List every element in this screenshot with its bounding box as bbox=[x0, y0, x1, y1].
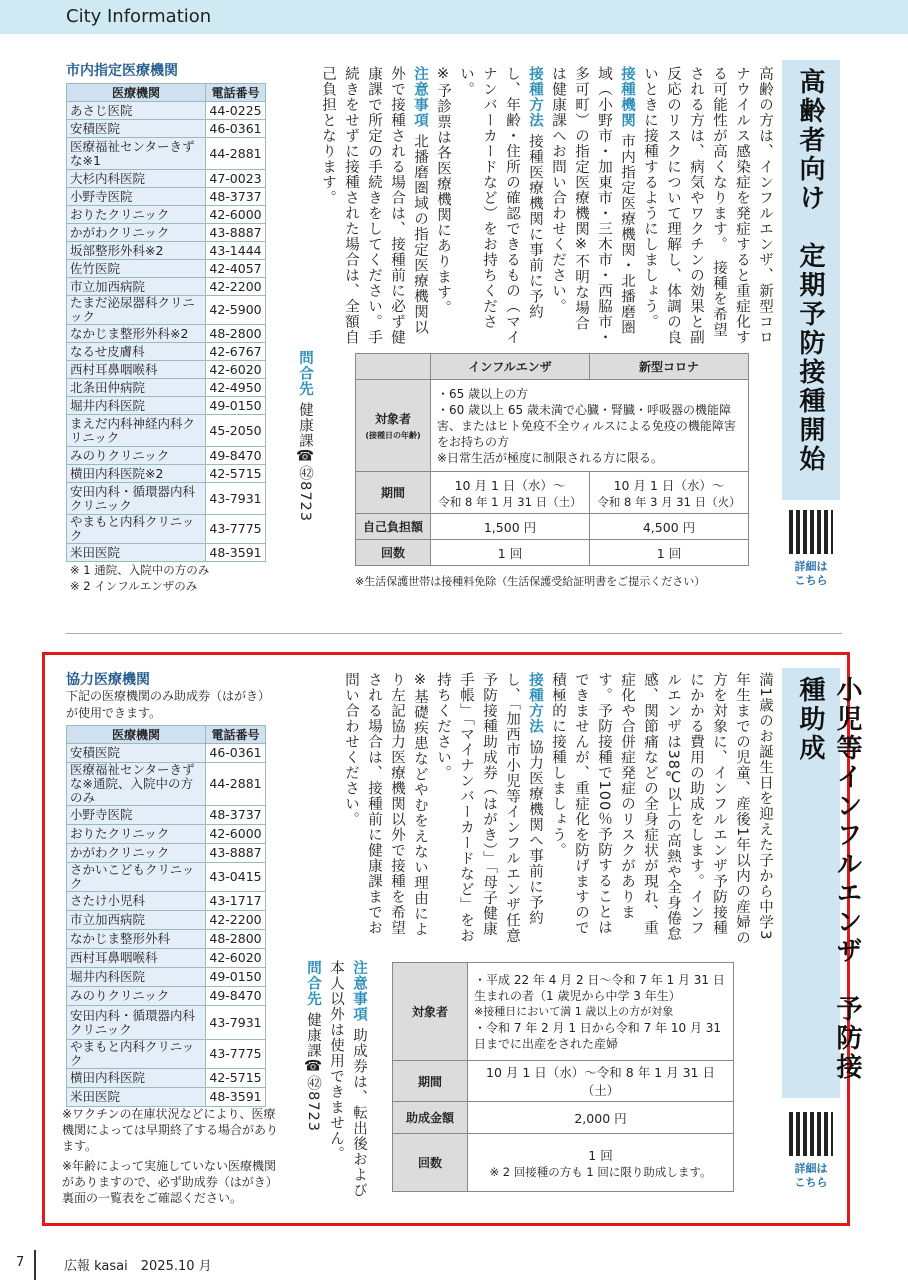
row-target-label bbox=[356, 380, 431, 472]
section1-title: 高齢者向け 定期予防接種開始 bbox=[795, 68, 825, 474]
clinic-name: 横田内科医院 bbox=[67, 1069, 206, 1088]
table-row bbox=[67, 325, 266, 343]
col2-header-clinic: 医療機関 bbox=[67, 726, 206, 744]
period-cov-1: 10 月 1 日（水）～ bbox=[613, 477, 725, 493]
footer-publication: 広報 kasai 2025.10 月 bbox=[64, 1259, 212, 1274]
col-header-clinic: 医療機関 bbox=[67, 84, 206, 102]
clinic-phone: 43-0415 bbox=[206, 863, 266, 892]
clinic-name: なかじま整形外科※2 bbox=[67, 325, 206, 343]
clinic-name: 堀井内科医院 bbox=[67, 397, 206, 415]
section-divider bbox=[66, 633, 842, 634]
label-kikan: 接種機関 bbox=[619, 66, 635, 128]
table-row bbox=[67, 1040, 266, 1069]
clinic-name: おりたクリニック bbox=[67, 825, 206, 844]
section2-title: 小児等インフルエンザ 予防接種助成 bbox=[795, 676, 862, 1082]
table-row bbox=[67, 415, 266, 447]
table-row bbox=[67, 892, 266, 911]
text2-chui: 助成券は、転出後および本人以外は使用できません。 bbox=[328, 960, 367, 1199]
clinic-phone: 42-4057 bbox=[206, 260, 266, 278]
clinic-note-2: ※ 2 インフルエンザのみ bbox=[70, 579, 198, 593]
text-toiawase: 健康課☎㊷8723 bbox=[297, 402, 313, 523]
col-covid: 新型コロナ bbox=[589, 354, 748, 380]
fee-covid: 4,500 円 bbox=[589, 514, 748, 540]
table-row bbox=[67, 863, 266, 892]
clinic-name: 佐竹医院 bbox=[67, 260, 206, 278]
clinic-phone: 49-8470 bbox=[206, 987, 266, 1006]
clinic-name: たまだ泌尿器科クリニック bbox=[67, 296, 206, 325]
col-header-phone: 電話番号 bbox=[206, 84, 266, 102]
target-text-3: ※日常生活が極度に制限される方に限る。 bbox=[437, 450, 664, 465]
clinic-name: なかじま整形外科 bbox=[67, 930, 206, 949]
corner-cell bbox=[356, 354, 431, 380]
table-row bbox=[67, 343, 266, 361]
clinic-phone: 42-6000 bbox=[206, 825, 266, 844]
period-flu-2: 令和 8 年 1 月 31 日（土） bbox=[438, 494, 582, 509]
clinic-phone: 43-8887 bbox=[206, 224, 266, 242]
target-text-1: ・65 歳以上の方 bbox=[437, 386, 529, 401]
clinic-name: まえだ内科神経内科クリニック bbox=[67, 415, 206, 447]
clinic-phone: 42-6767 bbox=[206, 343, 266, 361]
table-row bbox=[67, 260, 266, 278]
count-flu: 1 回 bbox=[431, 540, 590, 566]
row2-period-label: 期間 bbox=[393, 1061, 468, 1102]
table-row bbox=[67, 188, 266, 206]
qr-code-icon[interactable] bbox=[789, 510, 833, 554]
clinic-phone: 42-5900 bbox=[206, 296, 266, 325]
clinic-phone: 49-0150 bbox=[206, 397, 266, 415]
clinic-name: 北条田仲病院 bbox=[67, 379, 206, 397]
table-row bbox=[67, 379, 266, 397]
period-flu bbox=[431, 472, 590, 514]
clinic-name: 安田内科・循環器内科クリニック bbox=[67, 1006, 206, 1040]
clinic-phone: 43-7775 bbox=[206, 1040, 266, 1069]
clinic-phone: 43-8887 bbox=[206, 844, 266, 863]
table-row bbox=[67, 744, 266, 763]
table-row bbox=[67, 825, 266, 844]
table-row bbox=[67, 102, 266, 120]
fee-flu: 1,500 円 bbox=[431, 514, 590, 540]
text-yoshin: ※予診票は各医療機関にあります。 bbox=[435, 66, 451, 316]
clinic-name: 西村耳鼻咽喉科 bbox=[67, 361, 206, 379]
clinic-phone: 48-2800 bbox=[206, 325, 266, 343]
table-row bbox=[67, 968, 266, 987]
row2-count-label: 回数 bbox=[393, 1134, 468, 1192]
clinic-phone: 46-0361 bbox=[206, 120, 266, 138]
clinic-name: 小野寺医院 bbox=[67, 188, 206, 206]
amount2: 2,000 円 bbox=[468, 1102, 734, 1134]
header-title: City Information bbox=[66, 6, 212, 27]
row2-amount-label: 助成金額 bbox=[393, 1102, 468, 1134]
clinic-name: 市立加西病院 bbox=[67, 911, 206, 930]
clinic-name: 医療福祉センターきずな※1 bbox=[67, 138, 206, 170]
clinic-phone: 48-3591 bbox=[206, 1088, 266, 1107]
period-covid bbox=[589, 472, 748, 514]
table-row bbox=[67, 1088, 266, 1107]
row-period-label: 期間 bbox=[356, 472, 431, 514]
clinic-phone: 42-5715 bbox=[206, 465, 266, 483]
clinic-phone: 42-6000 bbox=[206, 206, 266, 224]
clinic-name: かがわクリニック bbox=[67, 844, 206, 863]
clinic-phone: 45-2050 bbox=[206, 415, 266, 447]
period-cov-2: 令和 8 年 3 月 31 日（火） bbox=[597, 494, 741, 509]
clinics2-note-2: ※年齢によって実施していない医療機関がありますので、必ず助成券（はがき）裏面の一覧表をご確認ください。 bbox=[62, 1159, 278, 1205]
row-count-label: 回数 bbox=[356, 540, 431, 566]
text-houhou: 接種医療機関に事前に予約し、年齢・住所の確認できるもの（マイナンバーカードなど）をお持ちください。 bbox=[458, 66, 543, 345]
table-row bbox=[67, 170, 266, 188]
table-row bbox=[67, 515, 266, 544]
header-bar bbox=[0, 0, 908, 34]
section1-info-table bbox=[355, 353, 749, 566]
clinic-phone: 44-0225 bbox=[206, 102, 266, 120]
row-fee-label: 自己負担額 bbox=[356, 514, 431, 540]
qr-label: 詳細は こちら bbox=[794, 560, 828, 587]
table-row bbox=[67, 120, 266, 138]
clinics2-table bbox=[66, 725, 266, 1107]
clinic-phone: 47-0023 bbox=[206, 170, 266, 188]
table-row bbox=[67, 1069, 266, 1088]
col2-header-phone: 電話番号 bbox=[206, 726, 266, 744]
table-row bbox=[67, 930, 266, 949]
table-row bbox=[67, 949, 266, 968]
table-note: ※生活保護世帯は接種料免除（生活保護受給証明書をご提示ください） bbox=[355, 575, 706, 588]
body2-text: 満1歳のお誕生日を迎えた子から中学3年生までの児童、産後1年以内の産婦の方を対象に、インフルエンザ予防接種にかかる費用の助成をします。インフルエンザは38℃以上の高熱や全身倦怠感、関節痛などの全身症状が現れ、重症化や合併症発症のリスクがあります。予防接種で100％予防することはできませんが、重症化を防げますので積極的に接種しましょう。 bbox=[550, 672, 773, 946]
clinic-phone: 49-0150 bbox=[206, 968, 266, 987]
section1-body bbox=[286, 66, 776, 346]
clinic-name: 坂部整形外科※2 bbox=[67, 242, 206, 260]
clinics2-note-1: ※ワクチンの在庫状況などにより、医療機関によっては早期終了する場合があります。 bbox=[62, 1107, 279, 1153]
clinic-name: 安田内科・循環器内科クリニック bbox=[67, 483, 206, 515]
clinic-name: なるせ皮膚科 bbox=[67, 343, 206, 361]
clinic-name: さかいこどもクリニック bbox=[67, 863, 206, 892]
table-row bbox=[67, 1006, 266, 1040]
clinic-phone: 43-7931 bbox=[206, 483, 266, 515]
clinic-phone: 42-5715 bbox=[206, 1069, 266, 1088]
label-toiawase: 問合先 bbox=[297, 350, 313, 397]
table-row bbox=[67, 361, 266, 379]
clinic-phone: 49-8470 bbox=[206, 447, 266, 465]
clinic-name: 安積医院 bbox=[67, 120, 206, 138]
clinic-name: みのりクリニック bbox=[67, 447, 206, 465]
count2-sub: ※ 2 回接種の方も 1 回に限り助成します。 bbox=[489, 1164, 712, 1179]
clinics2-intro: 下記の医療機関のみ助成券（はがき）が使用できます。 bbox=[66, 689, 265, 720]
table-row bbox=[67, 224, 266, 242]
clinic-phone: 42-6020 bbox=[206, 949, 266, 968]
clinic-phone: 44-2881 bbox=[206, 138, 266, 170]
clinic-name: 米田医院 bbox=[67, 544, 206, 562]
label-chui: 注意事項 bbox=[412, 66, 428, 128]
section1-contact bbox=[286, 350, 316, 550]
target2-cell bbox=[468, 963, 734, 1061]
clinic-phone: 48-3737 bbox=[206, 188, 266, 206]
text2-toiawase: 健康課☎㊷8723 bbox=[305, 1012, 321, 1133]
clinic-name: 安積医院 bbox=[67, 744, 206, 763]
body-text: 高齢の方は、インフルエンザ、新型コロナウイルス感染症を発症すると重症化する可能性が高くなります。 接種を希望される方は、病気やワクチンの効果と副反応のリスクについて理解し、体調の良いときに接種するようにしましょう。 bbox=[642, 66, 773, 345]
table-row bbox=[67, 278, 266, 296]
qr-code-icon[interactable] bbox=[789, 1112, 833, 1156]
label-houhou: 接種方法 bbox=[527, 66, 543, 128]
clinic-phone: 43-1444 bbox=[206, 242, 266, 260]
target-label: 対象者 bbox=[374, 412, 411, 426]
table-row bbox=[67, 911, 266, 930]
section2-info-table bbox=[392, 962, 734, 1192]
target2-text-3: ・令和 7 年 2 月 1 日から令和 7 年 10 月 31 日までに出産をされた産婦 bbox=[474, 1020, 722, 1051]
count2-text: 1 回 bbox=[588, 1147, 613, 1163]
text-chui: 北播磨圏域の指定医療機関以外で接種される場合は、接種前に必ず健康課で所定の手続きをしてください。手続きをせずに接種された場合は、全額自己負担となります。 bbox=[320, 66, 428, 345]
clinic-name: 市立加西病院 bbox=[67, 278, 206, 296]
label2-toiawase: 問合先 bbox=[305, 960, 321, 1007]
clinic-name: 小野寺医院 bbox=[67, 806, 206, 825]
clinic-phone: 48-2800 bbox=[206, 930, 266, 949]
clinic-phone: 42-2200 bbox=[206, 278, 266, 296]
clinic-phone: 48-3737 bbox=[206, 806, 266, 825]
clinic-name: 西村耳鼻咽喉科 bbox=[67, 949, 206, 968]
text2-houhou: 協力医療機関へ事前に予約し、「加西市小児等インフルエンザ任意予防接種助成券（はがき）」「母子健康手帳」「マイナンバーカードなど」をお持ちください。 bbox=[435, 672, 543, 944]
table-row bbox=[67, 206, 266, 224]
clinic-phone: 43-7931 bbox=[206, 1006, 266, 1040]
clinic-name: 米田医院 bbox=[67, 1088, 206, 1107]
clinic-phone: 42-2200 bbox=[206, 911, 266, 930]
period-flu-1: 10 月 1 日（水）～ bbox=[454, 477, 566, 493]
clinic-name: みのりクリニック bbox=[67, 987, 206, 1006]
clinic-phone: 43-7775 bbox=[206, 515, 266, 544]
clinic-name: かがわクリニック bbox=[67, 224, 206, 242]
clinic-phone: 42-4950 bbox=[206, 379, 266, 397]
clinics2-title: 協力医療機関 bbox=[66, 672, 150, 688]
table-row bbox=[67, 242, 266, 260]
table-row bbox=[67, 483, 266, 515]
label2-houhou: 接種方法 bbox=[527, 672, 543, 734]
clinic-name: 堀井内科医院 bbox=[67, 968, 206, 987]
label2-chui: 注意事項 bbox=[351, 960, 367, 1022]
target-cell bbox=[431, 380, 749, 472]
clinic-name: 大杉内科医院 bbox=[67, 170, 206, 188]
table-row bbox=[67, 987, 266, 1006]
table-row bbox=[67, 806, 266, 825]
table-row bbox=[67, 138, 266, 170]
clinic-phone: 43-1717 bbox=[206, 892, 266, 911]
target-sub: (接種日の年齢) bbox=[365, 431, 421, 440]
footer-page-number: 7 bbox=[16, 1255, 25, 1270]
table-row bbox=[67, 544, 266, 562]
text-kikan: 市内指定医療機関・北播磨圏域（小野市・加東市・三木市・西脇市・多可町）の指定医療機関※不明な場合は健康課へお問い合わせください。 bbox=[550, 66, 635, 345]
clinic-phone: 44-2881 bbox=[206, 763, 266, 806]
section2-notes bbox=[290, 960, 370, 1208]
table-row bbox=[67, 397, 266, 415]
row2-target-label: 対象者 bbox=[393, 963, 468, 1061]
period2: 10 月 1 日（水）～令和 8 年 1 月 31 日（土） bbox=[468, 1061, 734, 1102]
clinic-note-1: ※ 1 通院、入院中の方のみ bbox=[70, 563, 210, 577]
clinic-name: おりたクリニック bbox=[67, 206, 206, 224]
clinic-name: さたけ小児科 bbox=[67, 892, 206, 911]
footer-divider bbox=[34, 1250, 36, 1280]
clinic-phone: 42-6020 bbox=[206, 361, 266, 379]
qr2-label: 詳細は こちら bbox=[794, 1162, 828, 1189]
clinic-name: 医療福祉センターきずな※通院、入院中の方のみ bbox=[67, 763, 206, 806]
clinics-title: 市内指定医療機関 bbox=[66, 63, 178, 79]
section2-body bbox=[290, 672, 776, 950]
text2-kiso: ※基礎疾患などやむをえない理由により左記協力医療機関以外で接種を希望される場合は、接種前に健康課までお問い合わせください。 bbox=[343, 672, 428, 937]
clinic-name: あさじ医院 bbox=[67, 102, 206, 120]
clinic-phone: 48-3591 bbox=[206, 544, 266, 562]
count2-cell bbox=[468, 1134, 734, 1192]
count-covid: 1 回 bbox=[589, 540, 748, 566]
table-row bbox=[67, 763, 266, 806]
target-text-2: ・60 歳以上 65 歳未満で心臓・腎臓・呼吸器の機能障害、またはヒト免疫不全ウィルスによる免疫の機能障害をお持ちの方 bbox=[437, 402, 736, 449]
target2-text-1: ・平成 22 年 4 月 2 日～令和 7 年 1 月 31 日生まれの者（1 歳児から中学 3 年生） bbox=[474, 972, 725, 1003]
table-row bbox=[67, 296, 266, 325]
clinic-phone: 46-0361 bbox=[206, 744, 266, 763]
col-flu: インフルエンザ bbox=[431, 354, 590, 380]
clinic-name: 横田内科医院※2 bbox=[67, 465, 206, 483]
table-row bbox=[67, 465, 266, 483]
target2-text-2: ※接種日において満 1 歳以上の方が対象 bbox=[474, 1004, 674, 1018]
clinic-name: やまもと内科クリニック bbox=[67, 515, 206, 544]
clinics-table bbox=[66, 83, 266, 562]
clinic-name: やまもと内科クリニック bbox=[67, 1040, 206, 1069]
table-row bbox=[67, 447, 266, 465]
table-row bbox=[67, 844, 266, 863]
